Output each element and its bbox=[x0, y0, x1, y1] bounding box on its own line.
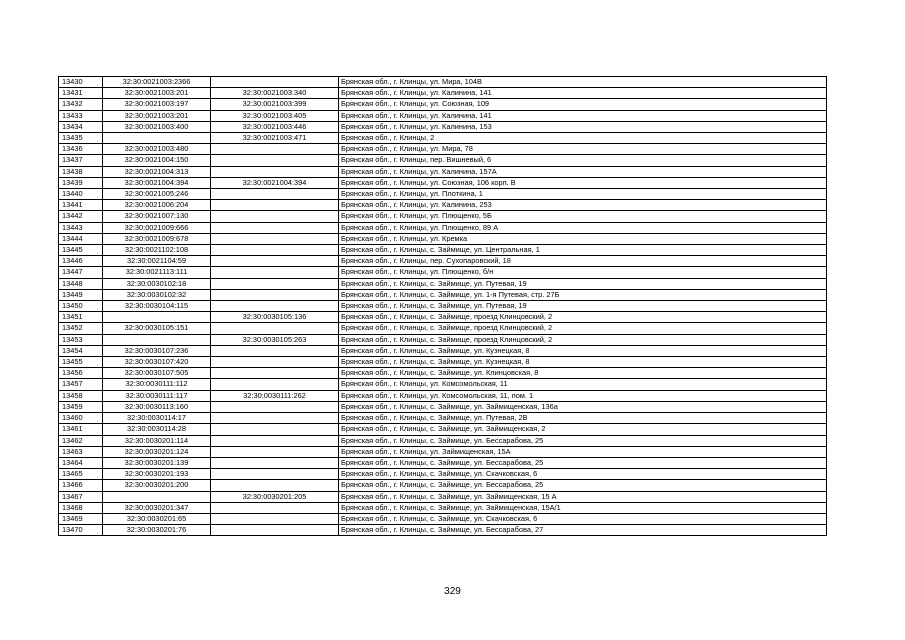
address-cell: Брянская обл., г. Клинцы, ул. Калинина, 141 bbox=[339, 110, 827, 121]
row-number-cell: 13455 bbox=[59, 357, 103, 368]
related-cadastral-number-cell: 32:30:0030105:263 bbox=[211, 334, 339, 345]
address-cell: Брянская обл., г. Клинцы, с. Займище, ул. Кузнецкая, 8 bbox=[339, 357, 827, 368]
table-row bbox=[59, 245, 827, 256]
table-row bbox=[59, 177, 827, 188]
related-cadastral-number-cell: 32:30:0021003:399 bbox=[211, 99, 339, 110]
row-number-cell: 13465 bbox=[59, 469, 103, 480]
cadastral-number-cell: 32:30:0021005:246 bbox=[103, 189, 211, 200]
address-cell: Брянская обл., г. Клинцы, с. Займище, ул. Займищенская, 2 bbox=[339, 424, 827, 435]
related-cadastral-number-cell: 32:30:0021003:340 bbox=[211, 88, 339, 99]
row-number-cell: 13454 bbox=[59, 345, 103, 356]
cadastral-number-cell: 32:30:0021003:197 bbox=[103, 99, 211, 110]
related-cadastral-number-cell bbox=[211, 401, 339, 412]
property-register-table bbox=[58, 76, 827, 536]
row-number-cell: 13444 bbox=[59, 233, 103, 244]
row-number-cell: 13458 bbox=[59, 390, 103, 401]
address-cell: Брянская обл., г. Клинцы, с. Займище, ул. 1-я Путевая, стр. 27Б bbox=[339, 289, 827, 300]
related-cadastral-number-cell bbox=[211, 278, 339, 289]
table-row bbox=[59, 502, 827, 513]
address-cell: Брянская обл., г. Клинцы, с. Займище, ул. Центральная, 1 bbox=[339, 245, 827, 256]
address-cell: Брянская обл., г. Клинцы, с. Займище, ул. Бессарабова, 27 bbox=[339, 525, 827, 536]
table-body bbox=[59, 77, 827, 536]
related-cadastral-number-cell bbox=[211, 301, 339, 312]
address-cell: Брянская обл., г. Клинцы, ул. Союзная, 106 корп. В bbox=[339, 177, 827, 188]
row-number-cell: 13445 bbox=[59, 245, 103, 256]
cadastral-number-cell: 32:30:0030107:505 bbox=[103, 368, 211, 379]
address-cell: Брянская обл., г. Клинцы, с. Займище, ул. Клинцовская, 8 bbox=[339, 368, 827, 379]
row-number-cell: 13443 bbox=[59, 222, 103, 233]
address-cell: Брянская обл., г. Клинцы, с. Займище, ул. Кузнецкая, 8 bbox=[339, 345, 827, 356]
table-row bbox=[59, 77, 827, 88]
address-cell: Брянская обл., г. Клинцы, ул. Калинина, 153 bbox=[339, 121, 827, 132]
address-cell: Брянская обл., г. Клинцы, ул. Плоткина, 1 bbox=[339, 189, 827, 200]
row-number-cell: 13442 bbox=[59, 211, 103, 222]
related-cadastral-number-cell bbox=[211, 245, 339, 256]
related-cadastral-number-cell: 32:30:0021004:394 bbox=[211, 177, 339, 188]
table-row bbox=[59, 469, 827, 480]
related-cadastral-number-cell bbox=[211, 289, 339, 300]
related-cadastral-number-cell bbox=[211, 267, 339, 278]
row-number-cell: 13439 bbox=[59, 177, 103, 188]
address-cell: Брянская обл., г. Клинцы, с. Займище, ул. Займищенская, 15А/1 bbox=[339, 502, 827, 513]
table-row bbox=[59, 368, 827, 379]
cadastral-number-cell: 32:30:0021006:204 bbox=[103, 200, 211, 211]
cadastral-number-cell: 32:30:0030201:139 bbox=[103, 457, 211, 468]
related-cadastral-number-cell bbox=[211, 323, 339, 334]
cadastral-number-cell: 32:30:0021003:201 bbox=[103, 110, 211, 121]
table-row bbox=[59, 289, 827, 300]
row-number-cell: 13460 bbox=[59, 413, 103, 424]
related-cadastral-number-cell bbox=[211, 200, 339, 211]
table-row bbox=[59, 166, 827, 177]
row-number-cell: 13456 bbox=[59, 368, 103, 379]
address-cell: Брянская обл., г. Клинцы, с. Займище, ул. Бессарабова, 25 bbox=[339, 435, 827, 446]
table-row bbox=[59, 357, 827, 368]
address-cell: Брянская обл., г. Клинцы, пер. Сухопаровский, 18 bbox=[339, 256, 827, 267]
address-cell: Брянская обл., г. Клинцы, ул. Калинина, 253 bbox=[339, 200, 827, 211]
related-cadastral-number-cell bbox=[211, 144, 339, 155]
row-number-cell: 13447 bbox=[59, 267, 103, 278]
address-cell: Брянская обл., г. Клинцы, ул. Мира, 78 bbox=[339, 144, 827, 155]
related-cadastral-number-cell bbox=[211, 513, 339, 524]
table-row bbox=[59, 312, 827, 323]
related-cadastral-number-cell: 32:30:0021003:405 bbox=[211, 110, 339, 121]
table-row bbox=[59, 457, 827, 468]
cadastral-number-cell: 32:30:0030102:18 bbox=[103, 278, 211, 289]
table-row bbox=[59, 110, 827, 121]
table-row bbox=[59, 211, 827, 222]
row-number-cell: 13440 bbox=[59, 189, 103, 200]
address-cell: Брянская обл., г. Клинцы, пер. Вишневый, 6 bbox=[339, 155, 827, 166]
related-cadastral-number-cell bbox=[211, 211, 339, 222]
row-number-cell: 13451 bbox=[59, 312, 103, 323]
address-cell: Брянская обл., г. Клинцы, ул. Займищенская, 15А bbox=[339, 446, 827, 457]
address-cell: Брянская обл., г. Клинцы, ул. Плющенко, 89 А bbox=[339, 222, 827, 233]
page-number: 329 bbox=[444, 586, 461, 597]
row-number-cell: 13469 bbox=[59, 513, 103, 524]
related-cadastral-number-cell bbox=[211, 379, 339, 390]
row-number-cell: 13464 bbox=[59, 457, 103, 468]
address-cell: Брянская обл., г. Клинцы, с. Займище, проезд Клинцовский, 2 bbox=[339, 334, 827, 345]
table-row bbox=[59, 424, 827, 435]
table-row bbox=[59, 379, 827, 390]
address-cell: Брянская обл., г. Клинцы, ул. Калинина, 141 bbox=[339, 88, 827, 99]
row-number-cell: 13457 bbox=[59, 379, 103, 390]
cadastral-number-cell: 32:30:0021004:313 bbox=[103, 166, 211, 177]
related-cadastral-number-cell bbox=[211, 189, 339, 200]
related-cadastral-number-cell bbox=[211, 368, 339, 379]
table-row bbox=[59, 491, 827, 502]
table-row bbox=[59, 278, 827, 289]
row-number-cell: 13459 bbox=[59, 401, 103, 412]
address-cell: Брянская обл., г. Клинцы, с. Займище, ул. Бессарабова, 25 bbox=[339, 457, 827, 468]
related-cadastral-number-cell bbox=[211, 446, 339, 457]
address-cell: Брянская обл., г. Клинцы, ул. Плющенко, 5Б bbox=[339, 211, 827, 222]
related-cadastral-number-cell: 32:30:0030201:205 bbox=[211, 491, 339, 502]
row-number-cell: 13467 bbox=[59, 491, 103, 502]
row-number-cell: 13432 bbox=[59, 99, 103, 110]
table-row bbox=[59, 121, 827, 132]
address-cell: Брянская обл., г. Клинцы, с. Займище, ул. Бессарабова, 25 bbox=[339, 480, 827, 491]
row-number-cell: 13435 bbox=[59, 133, 103, 144]
related-cadastral-number-cell bbox=[211, 357, 339, 368]
related-cadastral-number-cell bbox=[211, 413, 339, 424]
related-cadastral-number-cell bbox=[211, 77, 339, 88]
table-row bbox=[59, 301, 827, 312]
cadastral-number-cell: 32:30:0030102:32 bbox=[103, 289, 211, 300]
related-cadastral-number-cell bbox=[211, 222, 339, 233]
cadastral-number-cell: 32:30:0021009:666 bbox=[103, 222, 211, 233]
table-row bbox=[59, 133, 827, 144]
related-cadastral-number-cell bbox=[211, 345, 339, 356]
cadastral-number-cell: 32:30:0030201:76 bbox=[103, 525, 211, 536]
address-cell: Брянская обл., г. Клинцы, с. Займище, ул. Займищенская, 136а bbox=[339, 401, 827, 412]
table-row bbox=[59, 233, 827, 244]
cadastral-number-cell bbox=[103, 491, 211, 502]
related-cadastral-number-cell: 32:30:0021003:471 bbox=[211, 133, 339, 144]
address-cell: Брянская обл., г. Клинцы, с. Займище, ул. Путевая, 2В bbox=[339, 413, 827, 424]
related-cadastral-number-cell bbox=[211, 502, 339, 513]
cadastral-number-cell: 32:30:0030201:347 bbox=[103, 502, 211, 513]
table-row bbox=[59, 189, 827, 200]
related-cadastral-number-cell bbox=[211, 233, 339, 244]
cadastral-number-cell: 32:30:0030201:65 bbox=[103, 513, 211, 524]
cadastral-number-cell: 32:30:0030201:193 bbox=[103, 469, 211, 480]
address-cell: Брянская обл., г. Клинцы, с. Займище, проезд Клинцовский, 2 bbox=[339, 323, 827, 334]
row-number-cell: 13462 bbox=[59, 435, 103, 446]
address-cell: Брянская обл., г. Клинцы, с. Займище, ул. Займищенская, 15 А bbox=[339, 491, 827, 502]
table-row bbox=[59, 446, 827, 457]
row-number-cell: 13461 bbox=[59, 424, 103, 435]
table-row bbox=[59, 256, 827, 267]
row-number-cell: 13437 bbox=[59, 155, 103, 166]
table-row bbox=[59, 323, 827, 334]
related-cadastral-number-cell bbox=[211, 166, 339, 177]
row-number-cell: 13433 bbox=[59, 110, 103, 121]
address-cell: Брянская обл., г. Клинцы, с. Займище, ул. Скачковская, 6 bbox=[339, 469, 827, 480]
table-row bbox=[59, 267, 827, 278]
cadastral-number-cell: 32:30:0030107:420 bbox=[103, 357, 211, 368]
address-cell: Брянская обл., г. Клинцы, с. Займище, проезд Клинцовский, 2 bbox=[339, 312, 827, 323]
address-cell: Брянская обл., г. Клинцы, ул. Союзная, 109 bbox=[339, 99, 827, 110]
table-row bbox=[59, 88, 827, 99]
cadastral-number-cell bbox=[103, 334, 211, 345]
row-number-cell: 13446 bbox=[59, 256, 103, 267]
address-cell: Брянская обл., г. Клинцы, с. Займище, ул. Путевая, 19 bbox=[339, 301, 827, 312]
row-number-cell: 13431 bbox=[59, 88, 103, 99]
row-number-cell: 13463 bbox=[59, 446, 103, 457]
cadastral-number-cell bbox=[103, 133, 211, 144]
address-cell: Брянская обл., г. Клинцы, ул. Калинина, 157А bbox=[339, 166, 827, 177]
row-number-cell: 13430 bbox=[59, 77, 103, 88]
cadastral-number-cell: 32:30:0021004:394 bbox=[103, 177, 211, 188]
cadastral-number-cell: 32:30:0021003:2366 bbox=[103, 77, 211, 88]
cadastral-number-cell: 32:30:0021003:400 bbox=[103, 121, 211, 132]
cadastral-number-cell: 32:30:0030105:151 bbox=[103, 323, 211, 334]
address-cell: Брянская обл., г. Клинцы, ул. Комсомольская, 11, пом. 1 bbox=[339, 390, 827, 401]
address-cell: Брянская обл., г. Клинцы, ул. Мира, 104В bbox=[339, 77, 827, 88]
address-cell: Брянская обл., г. Клинцы, с. Займище, ул. Скачковская, 6 bbox=[339, 513, 827, 524]
cadastral-number-cell: 32:30:0021104:59 bbox=[103, 256, 211, 267]
cadastral-number-cell: 32:30:0030111:117 bbox=[103, 390, 211, 401]
cadastral-number-cell: 32:30:0030201:124 bbox=[103, 446, 211, 457]
cadastral-number-cell: 32:30:0021009:678 bbox=[103, 233, 211, 244]
table-row bbox=[59, 413, 827, 424]
row-number-cell: 13450 bbox=[59, 301, 103, 312]
table-row bbox=[59, 334, 827, 345]
cadastral-number-cell: 32:30:0030111:112 bbox=[103, 379, 211, 390]
row-number-cell: 13434 bbox=[59, 121, 103, 132]
table-row bbox=[59, 345, 827, 356]
row-number-cell: 13436 bbox=[59, 144, 103, 155]
address-cell: Брянская обл., г. Клинцы, 2 bbox=[339, 133, 827, 144]
related-cadastral-number-cell: 32:30:0021003:446 bbox=[211, 121, 339, 132]
cadastral-number-cell: 32:30:0030114:17 bbox=[103, 413, 211, 424]
table-row bbox=[59, 480, 827, 491]
address-cell: Брянская обл., г. Клинцы, с. Займище, ул. Путевая, 19 bbox=[339, 278, 827, 289]
table-row bbox=[59, 525, 827, 536]
cadastral-number-cell: 32:30:0021003:201 bbox=[103, 88, 211, 99]
cadastral-number-cell: 32:30:0030201:200 bbox=[103, 480, 211, 491]
related-cadastral-number-cell bbox=[211, 525, 339, 536]
table-row bbox=[59, 155, 827, 166]
row-number-cell: 13449 bbox=[59, 289, 103, 300]
cadastral-number-cell bbox=[103, 312, 211, 323]
cadastral-number-cell: 32:30:0021113:111 bbox=[103, 267, 211, 278]
table-row bbox=[59, 401, 827, 412]
row-number-cell: 13453 bbox=[59, 334, 103, 345]
table-row bbox=[59, 99, 827, 110]
address-cell: Брянская обл., г. Клинцы, ул. Плющенко, б/н bbox=[339, 267, 827, 278]
row-number-cell: 13438 bbox=[59, 166, 103, 177]
cadastral-number-cell: 32:30:0021003:480 bbox=[103, 144, 211, 155]
table-row bbox=[59, 200, 827, 211]
related-cadastral-number-cell bbox=[211, 256, 339, 267]
table-row bbox=[59, 435, 827, 446]
related-cadastral-number-cell: 32:30:0030111:262 bbox=[211, 390, 339, 401]
cadastral-number-cell: 32:30:0030114:28 bbox=[103, 424, 211, 435]
row-number-cell: 13452 bbox=[59, 323, 103, 334]
cadastral-number-cell: 32:30:0030201:114 bbox=[103, 435, 211, 446]
cadastral-number-cell: 32:30:0030104:115 bbox=[103, 301, 211, 312]
related-cadastral-number-cell bbox=[211, 424, 339, 435]
cadastral-number-cell: 32:30:0030107:236 bbox=[103, 345, 211, 356]
cadastral-number-cell: 32:30:0021007:130 bbox=[103, 211, 211, 222]
related-cadastral-number-cell bbox=[211, 457, 339, 468]
row-number-cell: 13448 bbox=[59, 278, 103, 289]
table-row bbox=[59, 222, 827, 233]
row-number-cell: 13470 bbox=[59, 525, 103, 536]
address-cell: Брянская обл., г. Клинцы, ул. Комсомольская, 11 bbox=[339, 379, 827, 390]
row-number-cell: 13468 bbox=[59, 502, 103, 513]
table-row bbox=[59, 513, 827, 524]
table-row bbox=[59, 390, 827, 401]
cadastral-number-cell: 32:30:0021102:108 bbox=[103, 245, 211, 256]
address-cell: Брянская обл., г. Клинцы, ул. Кремка bbox=[339, 233, 827, 244]
related-cadastral-number-cell bbox=[211, 480, 339, 491]
related-cadastral-number-cell bbox=[211, 469, 339, 480]
row-number-cell: 13466 bbox=[59, 480, 103, 491]
table-row bbox=[59, 144, 827, 155]
cadastral-number-cell: 32:30:0021004:150 bbox=[103, 155, 211, 166]
related-cadastral-number-cell: 32:30:0030105:136 bbox=[211, 312, 339, 323]
cadastral-number-cell: 32:30:0030113:160 bbox=[103, 401, 211, 412]
related-cadastral-number-cell bbox=[211, 155, 339, 166]
row-number-cell: 13441 bbox=[59, 200, 103, 211]
related-cadastral-number-cell bbox=[211, 435, 339, 446]
